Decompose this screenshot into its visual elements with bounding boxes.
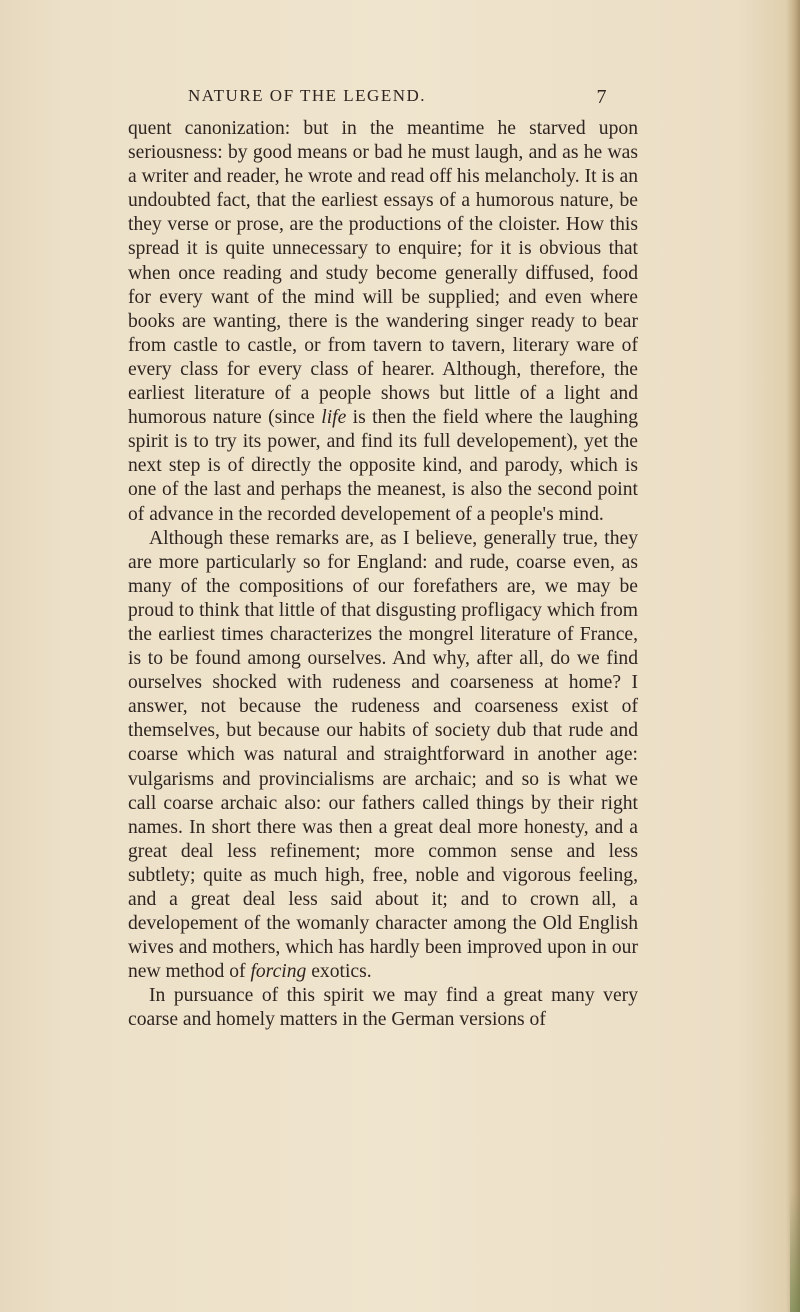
running-head [188, 86, 608, 112]
page-edge-shadow [786, 0, 800, 1312]
page-number: 7 [596, 86, 608, 108]
italic-word: life [321, 407, 347, 429]
paragraph-text: is then the field where the laughing spirit is to try its power, and find its full developement), yet the next step is of directly the opposite kind, and parody, which is one of the last and perhaps the meanest, is also the second point of advance in the recorded developement of a people's mind. [128, 407, 638, 525]
paragraph [128, 117, 638, 527]
page-edge-stain [790, 1192, 800, 1312]
paragraph-text: exotics. [306, 961, 372, 983]
italic-word: forcing [250, 961, 307, 983]
paragraph-text: Although these remarks are, as I believe, generally true, they are more particularly so for England: and rude, coarse even, as many of the compositions of our forefathers are, we may be proud to think that little of that disgusting profligacy which from the earliest times characterizes the mongrel literature of France, is to be found among ourselves. And why, after all, do we find ourselves shocked with rudeness and coarseness at home? I answer, not because the rudeness and coarseness exist of themselves, but because our habits of society dub that rude and coarse which was natural and straightforward in another age: vulgarisms and provincialisms are archaic; and so is what we call coarse archaic also: our fathers called things by their right names. In short there was then a great deal more honesty, and a great deal less refinement; more common sense and less subtlety; quite as much high, free, noble and vigorous feeling, and a great deal less said about it; and to crown all, a developement of the womanly character among the Old English wives and mothers, which has hardly been improved upon in our new method of [128, 527, 638, 983]
paragraph-text: quent canonization: but in the meantime he starved upon seriousness: by good means or bad he must laugh, and as he was a writer and reader, he wrote and read off his melancholy. It is an undoubted fact, that the earliest essays of a humorous nature, be they verse or prose, are the productions of the cloister. How this spread it is quite unnecessary to enquire; for it is obvious that when once reading and study become generally diffused, food for every want of the mind will be supplied; and even where books are wanting, there is the wandering singer ready to bear from castle to castle, or from tavern to tavern, literary ware of every class for every class of hearer. Although, therefore, the earliest literature of a people shows but little of a light and humorous nature (since [128, 118, 638, 429]
paragraph [128, 527, 638, 985]
paragraph: In pursuance of this spirit we may find a great many very coarse and homely matters in the German versions of [128, 985, 638, 1031]
body-text [128, 117, 638, 1033]
running-title: NATURE OF THE LEGEND. [188, 86, 427, 105]
